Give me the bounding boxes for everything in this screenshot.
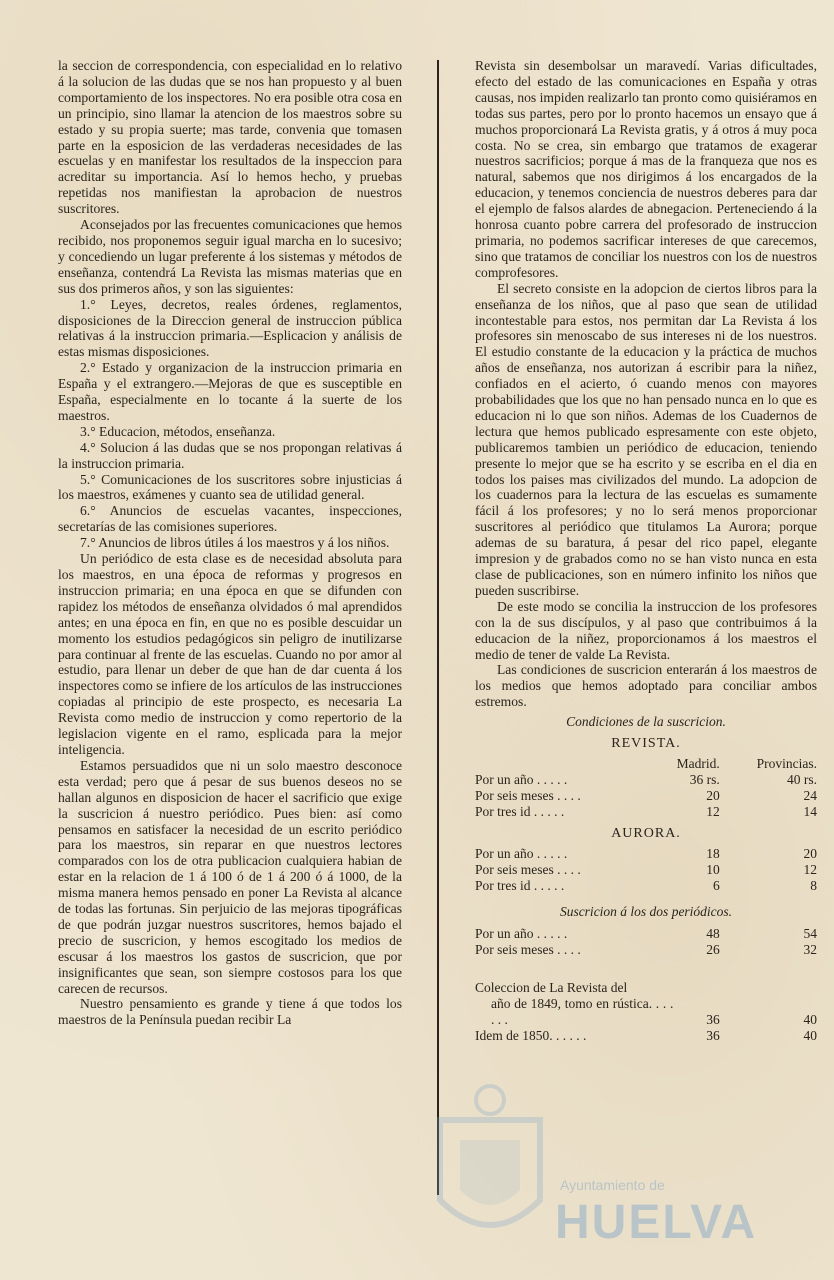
row-label: Por seis meses . . . .	[475, 861, 581, 877]
table-row	[475, 788, 817, 804]
madrid-price: 36	[706, 1027, 720, 1043]
aurora-price-table	[475, 846, 817, 894]
row-label: Por un año . . . . .	[475, 771, 568, 787]
madrid-price: 36	[706, 1011, 720, 1027]
list-item: 3.° Educacion, métodos, enseñanza.	[80, 423, 276, 439]
madrid-price: 6	[713, 877, 720, 893]
row-label: año de 1849, tomo en rústica. . . . . . .	[491, 995, 674, 1027]
row-label: Por tres id . . . . .	[475, 877, 565, 893]
conditions-title: Condiciones de la suscricion.	[566, 714, 726, 730]
provincias-price: 40	[803, 1011, 817, 1027]
list-item: 2.° Estado y organizacion de la instruccion primaria en España y el extrangero.—Mejoras de que es susceptible en España, especialmente en lo tocante á la suerte de los maestros.	[58, 360, 402, 423]
collection-price-table	[475, 980, 817, 1044]
row-label: Por seis meses . . . .	[475, 941, 581, 957]
table-row	[475, 926, 817, 942]
aurora-title: AURORA.	[611, 825, 681, 841]
list-item: 4.° Solucion á las dudas que se nos propongan relativas á la instruccion primaria.	[58, 439, 402, 471]
both-price-table	[475, 926, 817, 958]
row-label: Por tres id . . . . .	[475, 803, 565, 819]
madrid-price: 36 rs.	[689, 771, 720, 787]
row-label: Idem de 1850. . . . . .	[475, 1027, 587, 1043]
row-label: Por seis meses . . . .	[475, 787, 581, 803]
paragraph: la seccion de correspondencia, con especialidad en lo relativo á la solucion de las dudas que se nos han propuesto y al buen comportamiento de los inspectores. No era posible otra cosa en un principio, sino llamar la atencion de los maestros sobre su estado y su propia suerte; mas tarde, convenia que tomasen parte en la esposicion de las verdaderas necesidades de las escuelas y en manifestar los resultados de la inspeccion para acreditar su importancia. Así lo hemos hecho, y pruebas repetidas nos manifiestan la aprobacion de nuestros suscritores.	[58, 58, 402, 217]
watermark-huelva: HUELVA	[555, 1196, 758, 1249]
list-item: 7.° Anuncios de libros útiles á los maestros y á los niños.	[80, 535, 390, 551]
list-item: 5.° Comunicaciones de los suscritores sobre injusticias á los maestros, exámenes y cuanto sea de utilidad general.	[58, 471, 402, 503]
table-row	[475, 846, 817, 862]
paragraph: El secreto consiste en la adopcion de ciertos libros para la enseñanza de los niños, que al paso que sean de utilidad incontestable para estos, nos permitan dar La Revista á los profesores sin menoscabo de sus intereses ni de los nuestros. El estudio constante de la educacion y la práctica de muchos años de enseñanza, nos autorizan á escribir para la niñez, confiados en el acierto, ó cuando menos con mayores probabilidades que los que no han pensado nunca en lo que es educacion ni lo que son niños. Ademas de los Cuadernos de lectura que hemos publicado espresamente con este objeto, publicaremos tambien un periódico de educacion, teniendo presente lo mejor que se ha escrito y se escriba en el dia en todos los paises mas civilizados del mundo. La adopcion de los cuadernos para la lectura de las escuelas es sumamente fácil á los profesores; y no lo será menos proporcionar suscritores al periódico que titulamos La Aurora; porque ademas de su baratura, á pesar del rico papel, elegante impresion y de grabados como no se han visto nunca en esta clase de publicaciones, son en número infinito los niños que pueden suscribirse.	[475, 280, 817, 598]
provincias-price: 40	[803, 1027, 817, 1043]
table-row	[475, 980, 817, 996]
revista-title: REVISTA.	[611, 736, 681, 752]
paragraph: Las condiciones de suscricion enterarán á los maestros de los medios que hemos adoptado para conciliar ambos estremos.	[475, 662, 817, 710]
madrid-price: 26	[706, 941, 720, 957]
row-label: Coleccion de La Revista del	[475, 979, 628, 995]
madrid-price: 12	[706, 803, 720, 819]
madrid-header: Madrid.	[676, 755, 720, 771]
list-item: 1.° Leyes, decretos, reales órdenes, reglamentos, disposiciones de la Direccion general de instruccion pública relativas á la instruccion primaria.—Esplicacion y análisis de estas mismas disposiciones.	[58, 296, 402, 360]
paragraph: Revista sin desembolsar un maravedí. Varias dificultades, efecto del estado de las comunicaciones en España y otras causas, nos impiden realizarlo tan pronto como quisiéramos en todas sus partes, pero por lo pronto hacemos un ensayo que á muchos proporcionará La Revista gratis, y á otros á muy poca costa. No se crea, sin embargo que tratamos de exagerar nuestros sacrificios; porque á mas de la franqueza que nos es natural, sabemos que nos dirigimos á los encargados de la educacion, y tenemos conciencia de nuestros deberes para dar el ejemplo de falsos alardes de abnegacion. Perteneciendo á la honrosa cuanto pobre carrera del profesorado de instruccion primaria, no podemos sacrificar intereses de que carecemos, sino que tratamos de conciliar los nuestros con los de nuestros comprofesores.	[475, 58, 817, 280]
paragraph: Estamos persuadidos que ni un solo maestro desconoce esta verdad; pero que á pesar de sus buenos deseos no se hallan algunos en disposicion de hacer el sacrificio que exige la suscricion á nuestro periódico. Pues bien: así como pensamos en satisfacer la necesidad de un escrito periódico para los maestros, sin reparar en que nuestros lectores comparados con los de otra publicacion cualquiera habian de estar en la relacion de 1 á 100 ó de 1 á 200 ó á 1000, de la misma manera hemos pensado en poner La Revista al alcance de todas las fortunas. Sin perjuicio de las mejoras tipográficas de que podrán juzgar nuestros suscritores, hemos bajado el precio de suscricion, y hemos escogitado los medios de escusar á los maestros los gastos de suscricion, que por insignificantes que sean, son siempre costosos para los que carecen de recursos.	[58, 757, 402, 996]
provincias-price: 8	[810, 877, 817, 893]
provincias-price: 54	[803, 925, 817, 941]
column-divider	[437, 60, 439, 1195]
madrid-price: 20	[706, 787, 720, 803]
provincias-price: 24	[803, 787, 817, 803]
provincias-price: 14	[803, 803, 817, 819]
paragraph: Aconsejados por las frecuentes comunicaciones que hemos recibido, nos proponemos seguir igual marcha en lo sucesivo; y concediendo un lugar preferente á los sistemas y métodos de enseñanza, contendrá La Revista las mismas materias que en sus dos primeros años, y son las siguientes:	[58, 217, 402, 296]
madrid-price: 10	[706, 861, 720, 877]
madrid-price: 18	[706, 845, 720, 861]
table-row	[475, 878, 817, 894]
revista-price-table	[475, 756, 817, 820]
madrid-price: 48	[706, 925, 720, 941]
table-row	[475, 996, 817, 1028]
table-row	[475, 804, 817, 820]
provincias-price: 40 rs.	[787, 771, 817, 787]
provincias-header: Provincias.	[756, 755, 817, 771]
both-periodicals-title: Suscricion á los dos periódicos.	[559, 903, 733, 919]
row-label: Por un año . . . . .	[475, 845, 568, 861]
table-row	[475, 1028, 817, 1044]
list-item: 6.° Anuncios de escuelas vacantes, inspecciones, secretarías de las comisiones superiores.	[58, 503, 402, 535]
table-row	[475, 772, 817, 788]
right-column	[475, 58, 817, 1044]
paragraph: Nuestro pensamiento es grande y tiene á que todos los maestros de la Península puedan recibir La	[58, 996, 402, 1028]
left-column	[58, 58, 402, 1028]
row-label: Por un año . . . . .	[475, 925, 568, 941]
table-row	[475, 942, 817, 958]
table-header-row	[475, 756, 817, 772]
watermark-caption: Ayuntamiento de	[560, 1177, 665, 1193]
provincias-price: 12	[803, 861, 817, 877]
provincias-price: 20	[803, 845, 817, 861]
table-row	[475, 862, 817, 878]
paragraph: Un periódico de esta clase es de necesidad absoluta para los maestros, en una época de reformas y progresos en instruccion primaria; en una época en que se difunden con rapidez los métodos de enseñanza olvidados ó mal aprendidos antes; en una época en fin, en que no es posible descuidar un momento los estudios pedagógicos sin peligro de inutilizarse para continuar al frente de las escuelas. Cuando no por amor al estudio, para llenar un deber de que han de dar cuenta á los inspectores como se infiere de los artículos de las instrucciones copiadas al principio de este prospecto, es necesaria La Revista como medio de instruccion y como repertorio de la legislacion vigente en el ramo, esplicada para la mejor inteligencia.	[58, 551, 402, 757]
provincias-price: 32	[803, 941, 817, 957]
paragraph: De este modo se concilia la instruccion de los profesores con la de sus discípulos, y al paso que contribuimos á la educacion de la niñez, proporcionamos á los maestros el medio de tener de valde La Revista.	[475, 598, 817, 662]
